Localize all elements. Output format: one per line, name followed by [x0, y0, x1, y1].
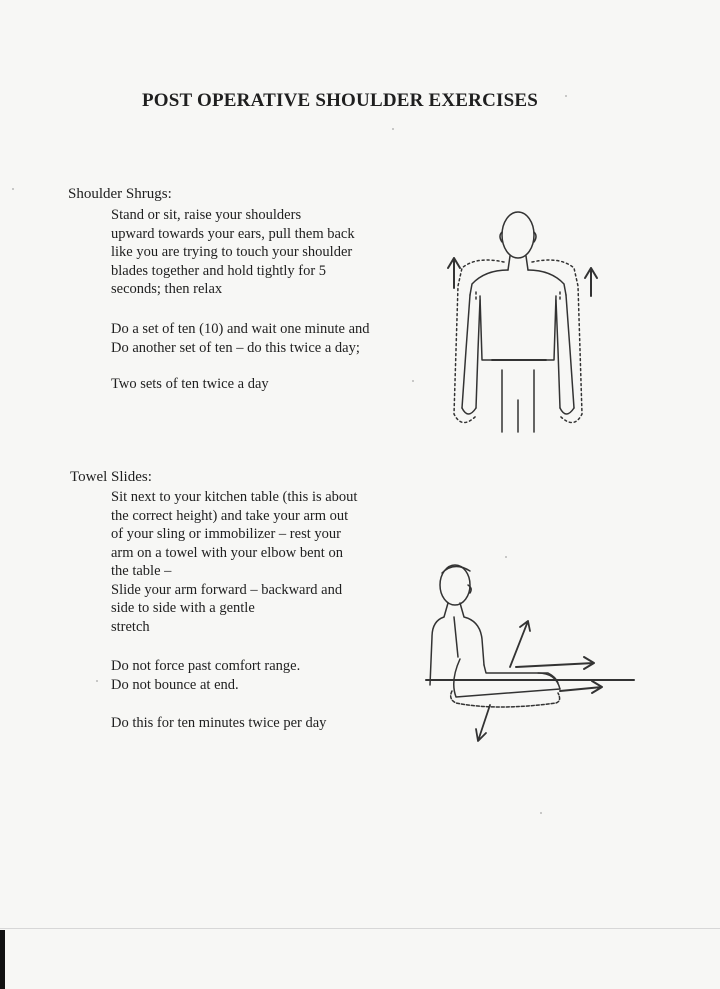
text-line: like you are trying to touch your shoulder: [111, 244, 353, 260]
text-line: side to side with a gentle: [111, 600, 255, 616]
text-line: Do not bounce at end.: [111, 676, 239, 693]
towel-cautions: [111, 657, 300, 694]
section-heading-towel-slides: Towel Slides:: [70, 469, 152, 485]
towel-summary: Do this for ten minutes twice per day: [111, 715, 327, 731]
text-line: the correct height) and take your arm out: [111, 507, 349, 524]
scan-speck: [12, 188, 14, 190]
scan-speck: [412, 380, 414, 382]
scan-speck: [96, 680, 98, 682]
shoulder-shrug-figure: [440, 200, 610, 435]
text-line: seconds; then relax: [111, 281, 223, 297]
towel-slide-figure: [420, 555, 640, 755]
document-title: POST OPERATIVE SHOULDER EXERCISES: [141, 90, 539, 111]
scan-speck: [540, 812, 542, 814]
text-line: Stand or sit, raise your shoulders: [111, 207, 302, 223]
text-line: Do not force past comfort range.: [111, 658, 301, 674]
text-line: arm on a towel with your elbow bent on: [111, 544, 343, 561]
scan-speck: [392, 128, 394, 130]
shrugs-summary: Two sets of ten twice a day: [111, 376, 269, 392]
text-line: Do another set of ten – do this twice a day;: [111, 339, 360, 356]
text-line: the table –: [111, 563, 172, 579]
scan-edge-mark: [0, 930, 5, 989]
text-line: blades together and hold tightly for 5: [111, 262, 327, 279]
text-line: Do a set of ten (10) and wait one minute and: [111, 321, 370, 337]
text-line: Sit next to your kitchen table (this is about: [111, 489, 358, 505]
towel-instructions: [111, 488, 357, 636]
text-line: of your sling or immobilizer – rest your: [111, 526, 341, 542]
text-line: Slide your arm forward – backward and: [111, 581, 343, 598]
shrugs-instructions: [111, 206, 355, 299]
section-heading-shoulder-shrugs: Shoulder Shrugs:: [68, 186, 172, 202]
text-line: upward towards your ears, pull them back: [111, 225, 355, 242]
text-line: stretch: [111, 618, 150, 635]
shrugs-repetitions: [111, 320, 370, 357]
scan-edge-line: [0, 928, 720, 929]
